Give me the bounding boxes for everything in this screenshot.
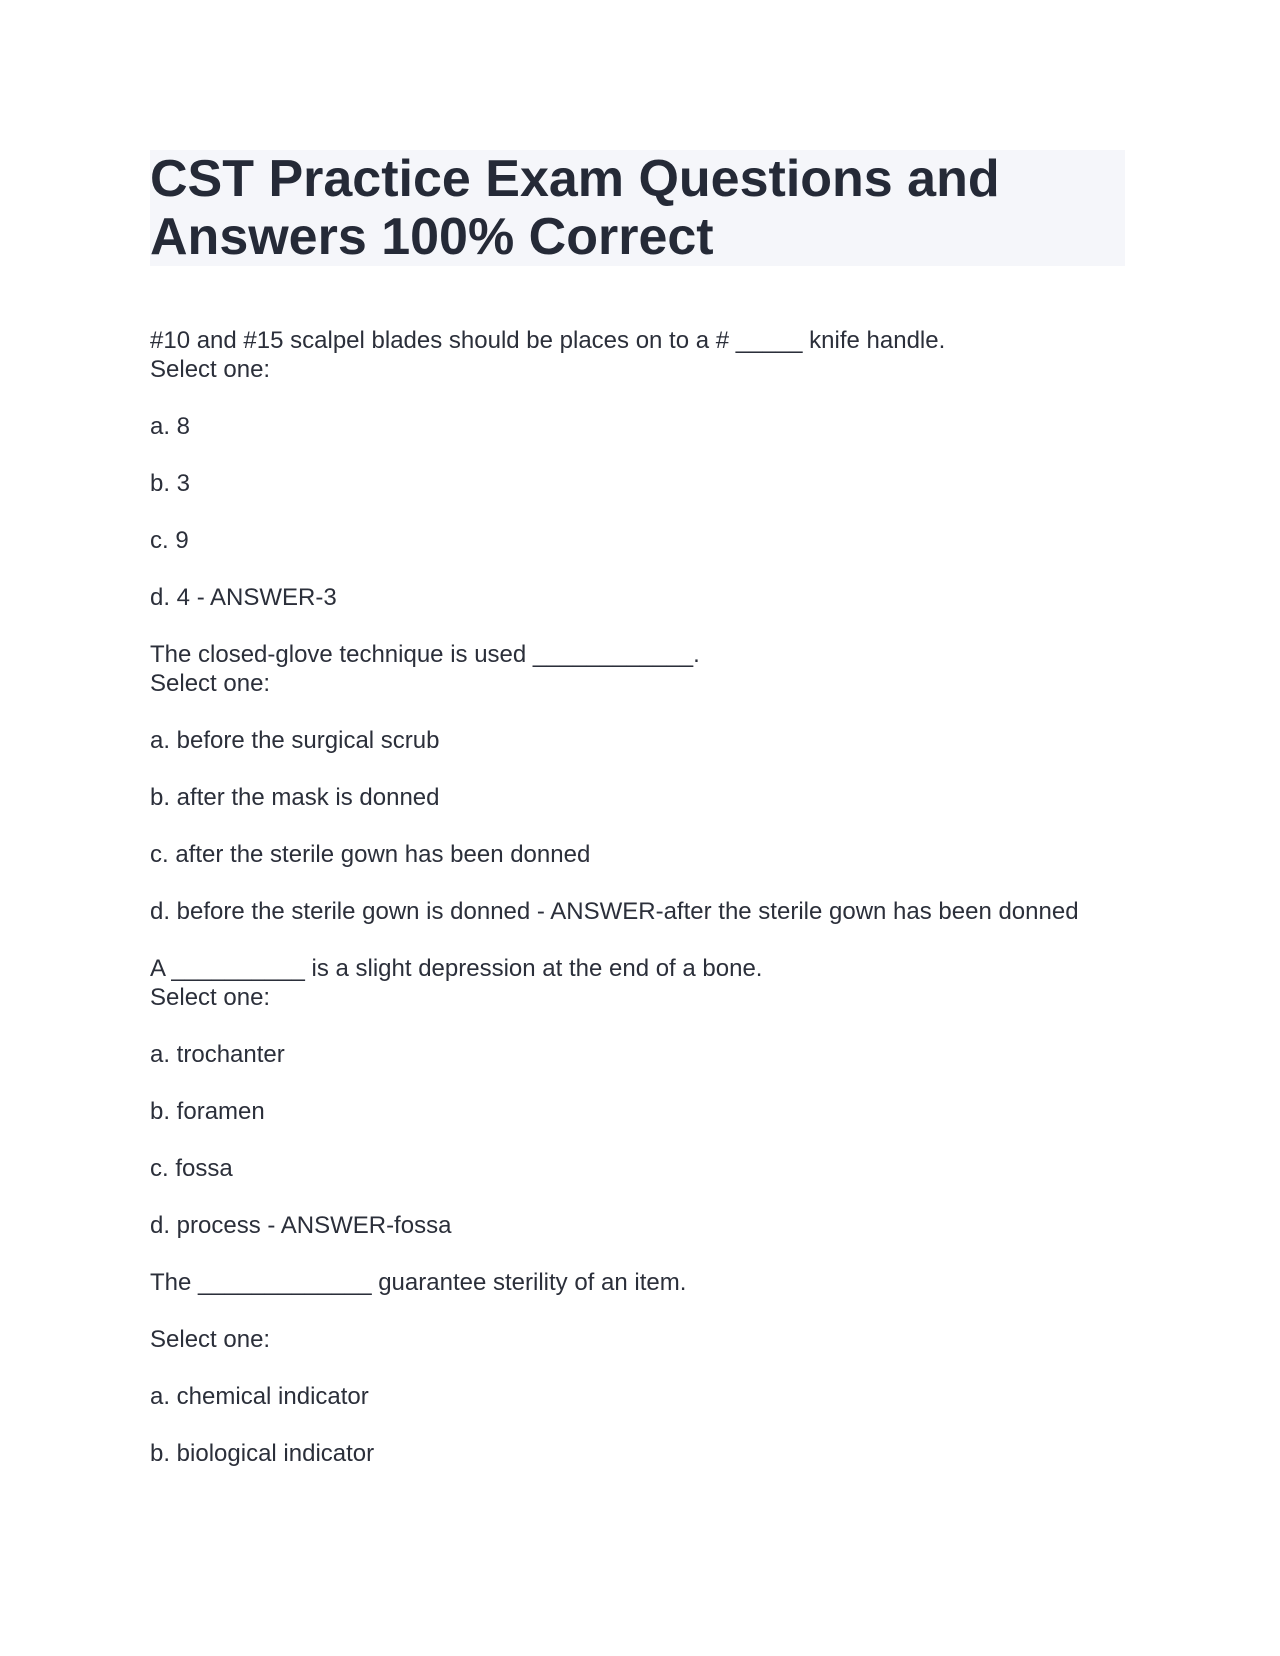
option-d-answer: d. process - ANSWER-fossa: [150, 1212, 452, 1239]
question-4: [150, 1268, 1125, 1468]
select-one-label: Select one:: [150, 984, 271, 1011]
option-c: c. 9: [150, 527, 189, 554]
document-title: CST Practice Exam Questions and Answers 100% Correct: [150, 150, 1000, 266]
title-block: [150, 150, 1125, 266]
option-a: a. trochanter: [150, 1041, 285, 1068]
option-b: b. after the mask is donned: [150, 784, 440, 811]
question-text: #10 and #15 scalpel blades should be places on to a # _____ knife handle.: [150, 327, 946, 354]
option-b: b. foramen: [150, 1098, 265, 1125]
option-b: b. 3: [150, 470, 191, 497]
select-one-label: Select one:: [150, 670, 271, 697]
option-a: a. 8: [150, 413, 191, 440]
question-1: [150, 326, 1125, 612]
question-3: [150, 954, 1125, 1240]
option-a: a. before the surgical scrub: [150, 727, 440, 754]
option-d-answer: d. 4 - ANSWER-3: [150, 584, 337, 611]
select-one-label: Select one:: [150, 1326, 271, 1353]
select-one-label: Select one:: [150, 356, 271, 383]
option-d-answer: d. before the sterile gown is donned - ANSWER-after the sterile gown has been donned: [150, 898, 1079, 925]
option-c: c. fossa: [150, 1155, 233, 1182]
document-page: [150, 150, 1125, 1468]
question-2: [150, 640, 1125, 926]
document-body: [150, 326, 1125, 1468]
option-c: c. after the sterile gown has been donned: [150, 841, 591, 868]
question-text: The closed-glove technique is used ____________.: [150, 641, 700, 668]
question-text: The _____________ guarantee sterility of an item.: [150, 1269, 687, 1296]
question-text: A __________ is a slight depression at the end of a bone.: [150, 955, 763, 982]
option-a: a. chemical indicator: [150, 1383, 369, 1410]
option-b: b. biological indicator: [150, 1440, 375, 1467]
